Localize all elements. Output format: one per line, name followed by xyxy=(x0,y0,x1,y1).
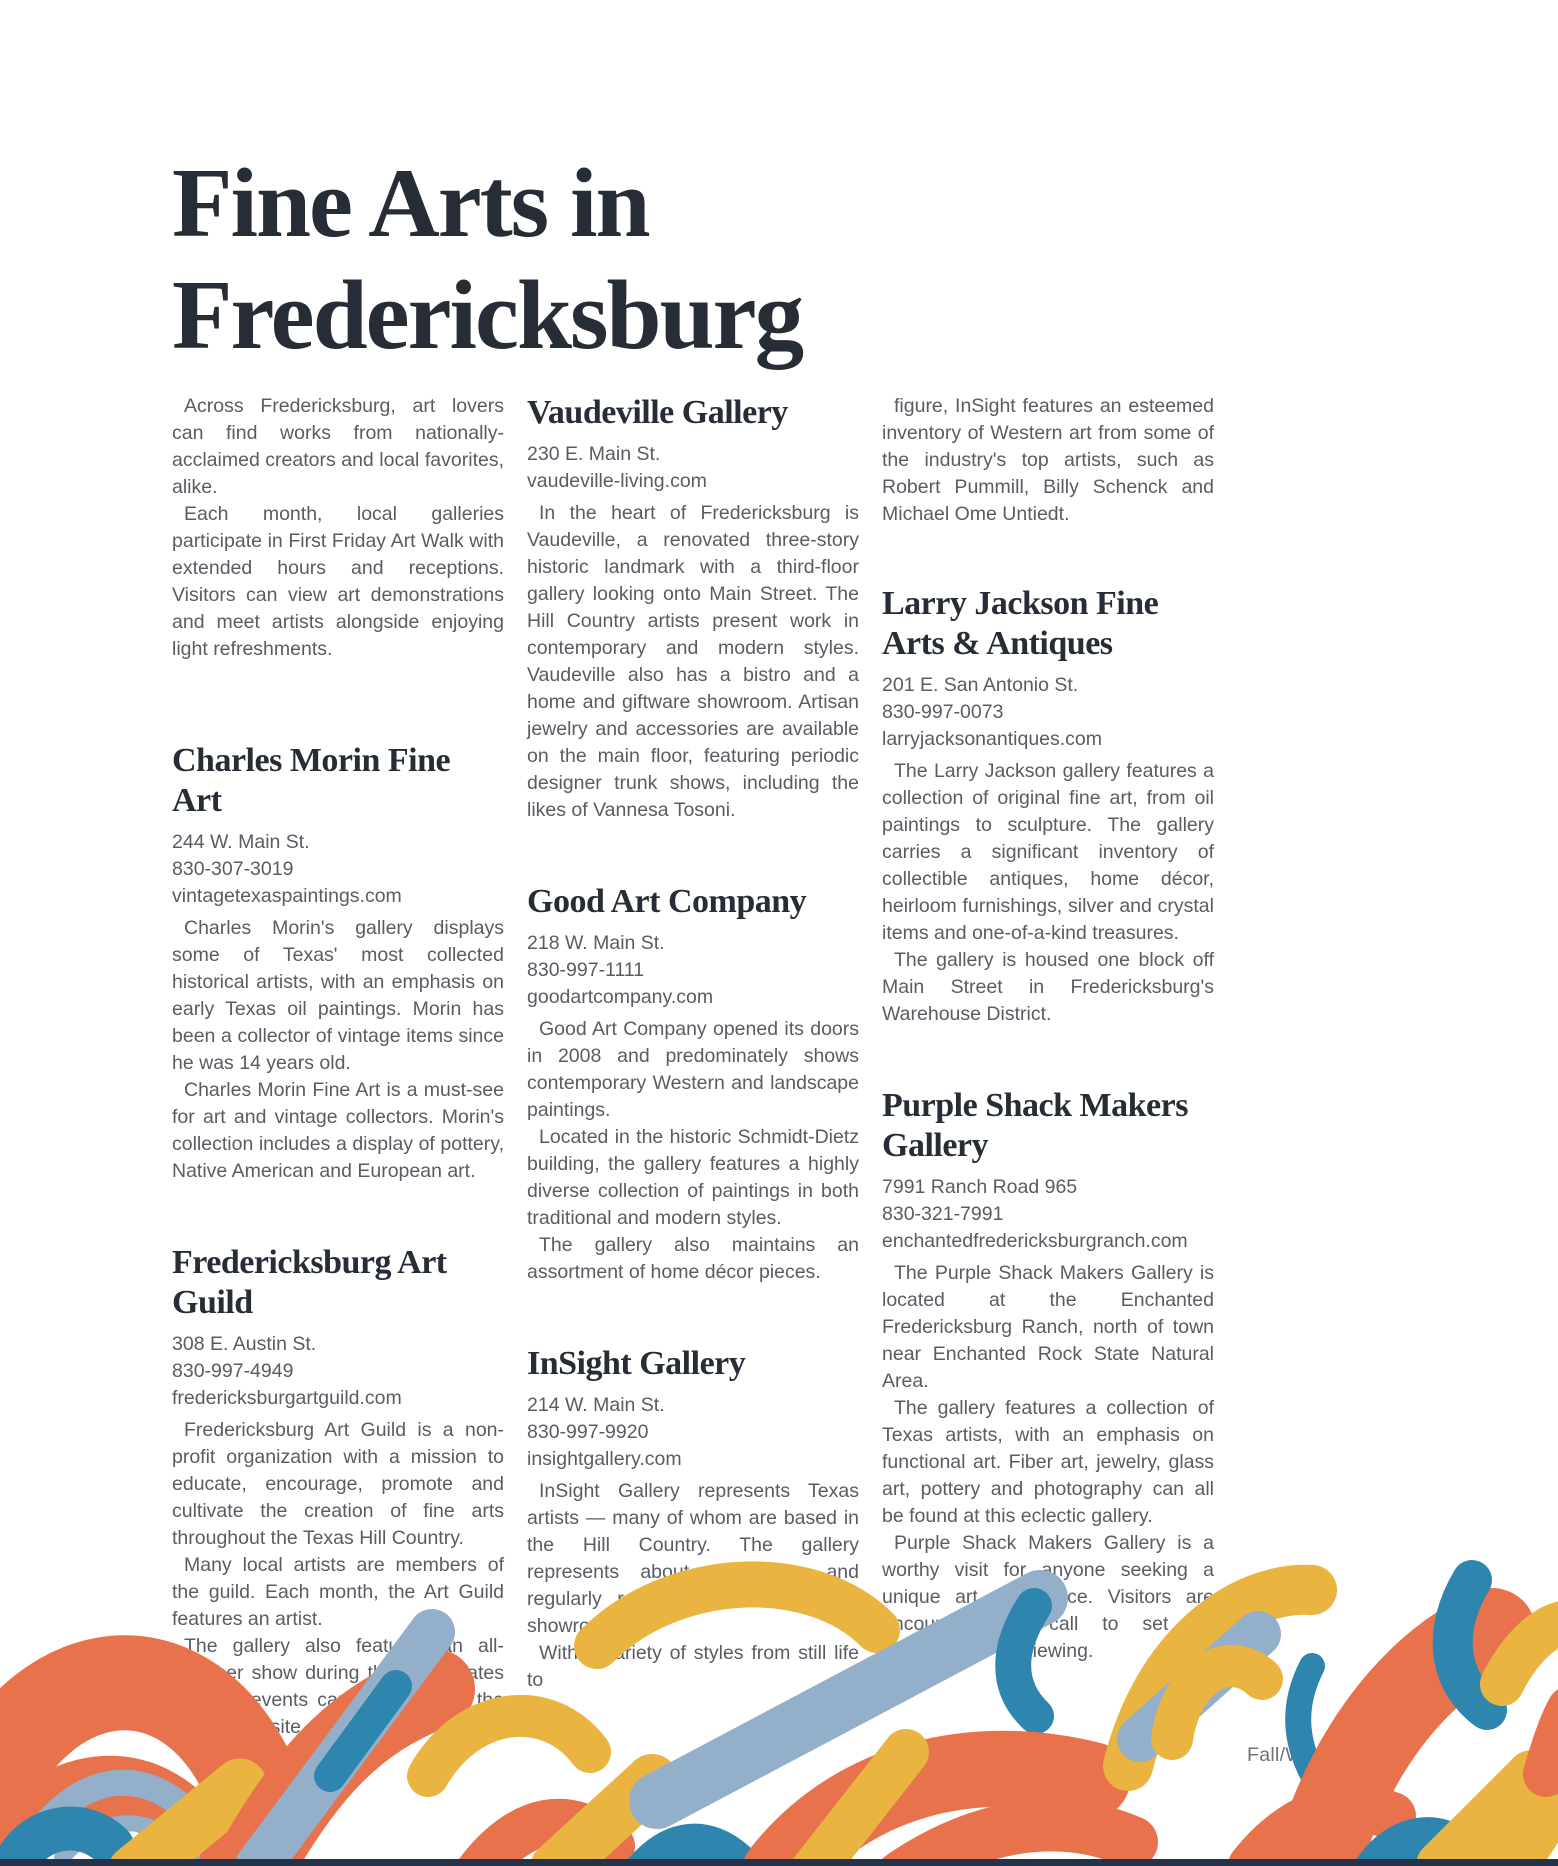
gallery-paragraph: The Larry Jackson gallery features a collection of original fine art, from oil paintings to sculpture. The gallery carries a significant inventory of collectible antiques, home décor, heirloom furnishings, silver and crystal items and one-of-a-kind treasures. xyxy=(882,760,1214,944)
gallery-paragraph: Fredericksburg Art Guild is a non-profit organization with a mission to educate, encourage, promote and cultivate the creation of fine arts throughout the Texas Hill Country. xyxy=(172,1419,504,1549)
gallery-phone: 830-321-7991 xyxy=(882,1203,1004,1225)
gallery-entry-vaudeville-gallery xyxy=(527,393,859,824)
gallery-entry-good-art-company xyxy=(527,882,859,1286)
gallery-website: goodartcompany.com xyxy=(527,986,714,1008)
issue-footer-label: Fall/Winter 202 xyxy=(1247,1744,1383,1766)
brushstroke-decoration xyxy=(0,1534,1558,1866)
gallery-website: enchantedfredericksburgranch.com xyxy=(882,1230,1188,1252)
gallery-entry-larry-jackson-fine-arts-antiques xyxy=(882,584,1214,1028)
gallery-paragraph: The gallery also maintains an assortment of home décor pieces. xyxy=(527,1234,859,1283)
gallery-website: larryjacksonantiques.com xyxy=(882,728,1103,750)
gallery-contact xyxy=(882,672,1214,753)
gallery-phone: 830-997-9920 xyxy=(527,1421,649,1443)
gallery-contact xyxy=(172,1331,504,1412)
page-title-line1: Fine Arts in xyxy=(172,149,649,258)
gallery-paragraph: Good Art Company opened its doors in 2008 and predominately shows contemporary Western and landscape paintings. xyxy=(527,1018,859,1121)
gallery-phone: 830-997-1111 xyxy=(527,959,645,981)
gallery-paragraph: The gallery features a collection of Texas artists, with an emphasis on functional art. Fiber art, jewelry, glass art, pottery and photography can all be found at this eclectic gallery. xyxy=(882,1397,1214,1527)
gallery-paragraph: InSight Gallery represents Texas artists — many of whom are based in the Hill Country. The gallery represents about 40 artists and regularly rotates the works in the showrooms. xyxy=(527,1480,859,1637)
page-title xyxy=(172,148,802,372)
gallery-website: vintagetexaspaintings.com xyxy=(172,885,402,907)
gallery-name: Fredericksburg Art Guild xyxy=(172,1244,447,1321)
gallery-phone: 830-997-0073 xyxy=(882,701,1004,723)
gallery-address: 201 E. San Antonio St. xyxy=(882,674,1079,696)
gallery-contact xyxy=(527,441,859,495)
gallery-name: Charles Morin Fine Art xyxy=(172,742,451,819)
bottom-edge-bar xyxy=(0,1859,1558,1866)
gallery-paragraph: Located in the historic Schmidt-Dietz building, the gallery features a highly diverse collection of paintings in both traditional and modern styles. xyxy=(527,1126,859,1229)
column-2 xyxy=(527,393,859,1694)
gallery-paragraph: In the heart of Fredericksburg is Vaudeville, a renovated three-story historic landmark with a third-floor gallery looking onto Main Street. The Hill Country artists present work in contemporary and modern styles. Vaudeville also has a bistro and a home and giftware showroom. Artisan jewelry and accessories are available on the main floor, featuring periodic designer trunk shows, including the likes of Vannesa Tosoni. xyxy=(527,502,859,821)
gallery-contact xyxy=(172,829,504,910)
gallery-paragraph: Charles Morin Fine Art is a must-see for art and vintage collectors. Morin's collection includes a display of pottery, Native American and European art. xyxy=(172,1079,504,1182)
gallery-entry-charles-morin-fine-art xyxy=(172,741,504,1185)
gallery-paragraph: With a variety of styles from still life to xyxy=(527,1642,859,1691)
gallery-contact xyxy=(882,1174,1214,1255)
gallery-paragraph: Purple Shack Makers Gallery is a worthy visit for anyone seeking a unique art experience. Visitors are encouraged to call to set an appointment for viewing. xyxy=(882,1532,1214,1662)
gallery-website: vaudeville-living.com xyxy=(527,470,707,492)
gallery-phone: 830-997-4949 xyxy=(172,1360,294,1382)
gallery-paragraph: The Purple Shack Makers Gallery is located at the Enchanted Fredericksburg Ranch, north of town near Enchanted Rock State Natural Area. xyxy=(882,1262,1214,1392)
column-2-galleries xyxy=(527,393,859,1694)
gallery-phone: 830-307-3019 xyxy=(172,858,294,880)
gallery-address: 308 E. Austin St. xyxy=(172,1333,317,1355)
page-title-line2: Fredericksburg xyxy=(172,260,803,370)
insight-continued-paragraph: figure, InSight features an esteemed inventory of Western art from some of the industry's top artists, such as Robert Pummill, Billy Schenck and Michael Ome Untiedt. xyxy=(882,395,1214,525)
gallery-name: InSight Gallery xyxy=(527,1345,746,1382)
gallery-name: Good Art Company xyxy=(527,883,807,920)
intro xyxy=(172,393,504,663)
gallery-name: Purple Shack Makers Gallery xyxy=(882,1087,1188,1164)
gallery-name: Larry Jackson Fine Arts & Antiques xyxy=(882,585,1159,662)
gallery-address: 244 W. Main St. xyxy=(172,831,310,853)
column-3-galleries xyxy=(882,584,1214,1665)
intro-paragraph: Each month, local galleries participate in First Friday Art Walk with extended hours and receptions. Visitors can view art demonstrations and meet artists alongside enjoying light refreshments. xyxy=(172,503,504,660)
gallery-paragraph: The gallery also features an all-member show during the year. Dates for their events can be found on the gallery website. xyxy=(172,1635,504,1738)
gallery-contact xyxy=(527,1392,859,1473)
intro-paragraph: Across Fredericksburg, art lovers can find works from nationally-acclaimed creators and local favorites, alike. xyxy=(172,395,504,498)
gallery-address: 7991 Ranch Road 965 xyxy=(882,1176,1078,1198)
column-3 xyxy=(882,393,1214,1665)
gallery-address: 230 E. Main St. xyxy=(527,443,661,465)
gallery-address: 214 W. Main St. xyxy=(527,1394,665,1416)
gallery-contact xyxy=(527,930,859,1011)
gallery-website: fredericksburgartguild.com xyxy=(172,1387,402,1409)
gallery-name: Vaudeville Gallery xyxy=(527,394,788,431)
gallery-address: 218 W. Main St. xyxy=(527,932,665,954)
gallery-paragraph: Many local artists are members of the guild. Each month, the Art Guild features an artist. xyxy=(172,1554,504,1630)
gallery-paragraph: The gallery is housed one block off Main Street in Fredericksburg's Warehouse District. xyxy=(882,949,1214,1025)
gallery-paragraph: Charles Morin's gallery displays some of Texas' most collected historical artists, with an emphasis on early Texas oil paintings. Morin has been a collector of vintage items since he was 14 years old. xyxy=(172,917,504,1074)
gallery-website: insightgallery.com xyxy=(527,1448,682,1470)
